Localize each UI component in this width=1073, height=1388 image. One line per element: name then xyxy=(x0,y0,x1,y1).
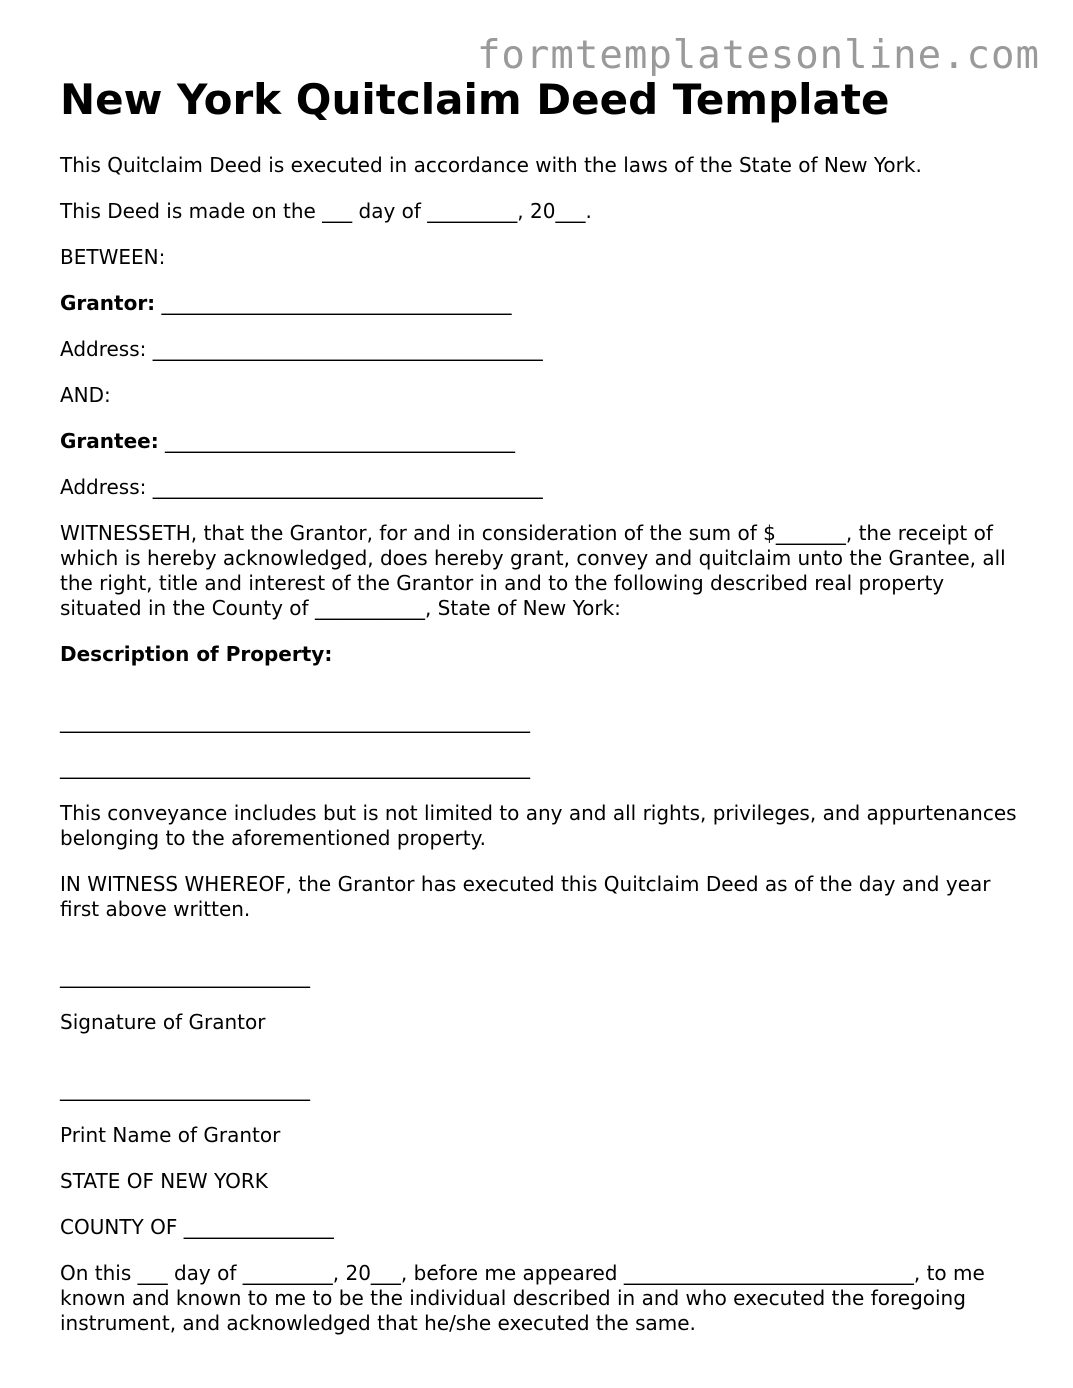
intro-paragraph: This Quitclaim Deed is executed in accordance with the laws of the State of New York. xyxy=(60,153,922,177)
and-label: AND: xyxy=(60,383,111,407)
grantor-address-line: Address: _______________________________________ xyxy=(60,337,543,361)
between-label: BETWEEN: xyxy=(60,245,166,269)
signature-line: _________________________ xyxy=(60,964,310,988)
state-line: STATE OF NEW YORK xyxy=(60,1169,268,1193)
watermark: formtemplatesonline.com xyxy=(476,33,1040,78)
print-name-line: _________________________ xyxy=(60,1077,310,1101)
grantor-label: Grantor: xyxy=(60,291,156,315)
conveyance-paragraph: This conveyance includes but is not limited to any and all rights, privileges, and appurtenances belonging to the aforementioned property. xyxy=(60,801,1023,850)
grantor-line xyxy=(60,291,1020,316)
grantee-line xyxy=(60,429,1020,454)
grantor-blank: ___________________________________ xyxy=(155,291,512,315)
in-witness-paragraph: IN WITNESS WHEREOF, the Grantor has executed this Quitclaim Deed as of the day and year first above written. xyxy=(60,872,997,921)
page-title: New York Quitclaim Deed Template xyxy=(60,75,890,124)
document-body xyxy=(60,153,1023,1357)
grantee-address-line: Address: _______________________________________ xyxy=(60,475,543,499)
acknowledgment-paragraph: On this ___ day of _________, 20___, before me appeared _____________________________, to me known and known to me to be the individual described in and who executed the foregoing instrument, and acknowledged that he/she executed the same. xyxy=(60,1261,992,1335)
signature-label: Signature of Grantor xyxy=(60,1010,266,1034)
grantee-blank: ___________________________________ xyxy=(158,429,516,453)
date-line: This Deed is made on the ___ day of _________, 20___. xyxy=(60,199,592,223)
description-line: _______________________________________________ xyxy=(60,755,530,779)
description-heading: Description of Property: xyxy=(60,642,333,666)
grantee-label: Grantee: xyxy=(60,429,159,453)
witnesseth-paragraph: WITNESSETH, that the Grantor, for and in consideration of the sum of $_______, the receipt of which is hereby acknowledged, does hereby grant, convey and quitclaim unto the Grantee, all the right, title and interest of the Grantor in and to the following described real property situated in the County of ___________, State of New York: xyxy=(60,521,1013,620)
print-name-label: Print Name of Grantor xyxy=(60,1123,281,1147)
county-line: COUNTY OF _______________ xyxy=(60,1215,334,1239)
description-line: _______________________________________________ xyxy=(60,709,530,733)
